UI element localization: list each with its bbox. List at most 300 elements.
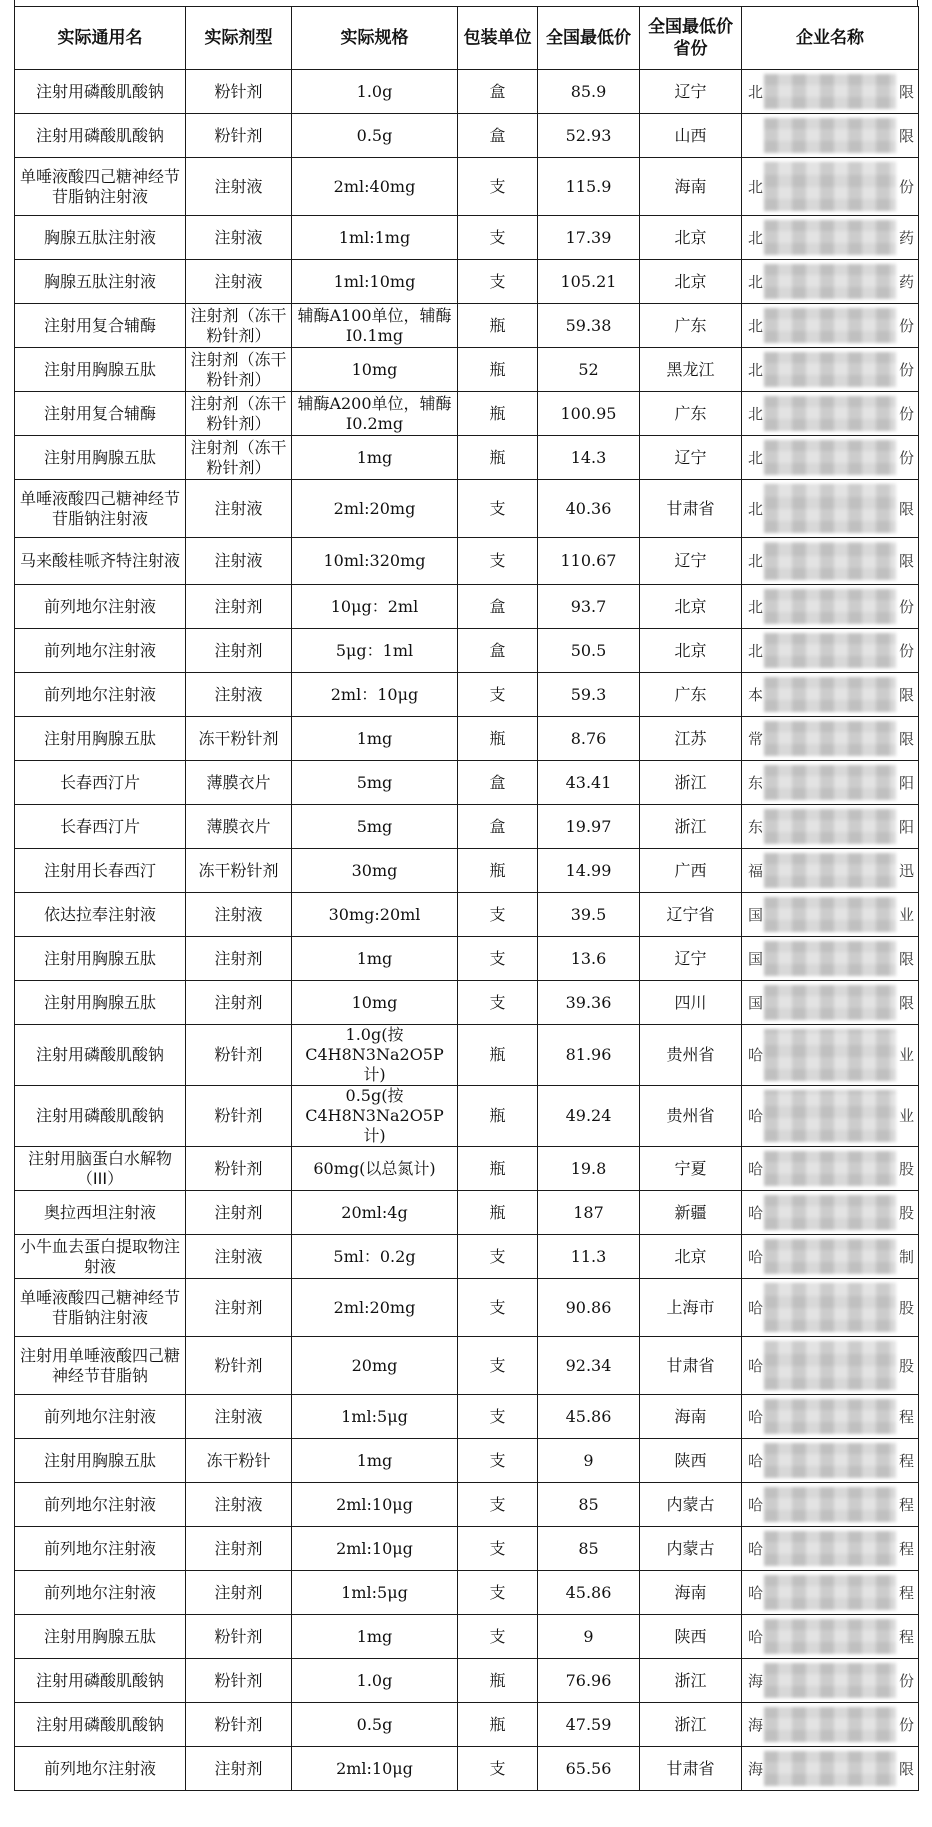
mosaic-redaction: [764, 1707, 896, 1742]
cell-name: 前列地尔注射液: [15, 1483, 186, 1527]
cell-name: 注射用磷酸肌酸钠: [15, 70, 186, 114]
table-row: [15, 114, 919, 158]
cell-form: 注射剂（冻干粉针剂）: [186, 436, 292, 480]
cell-company: [742, 480, 919, 538]
company-last-char: 药: [898, 272, 914, 291]
cell-spec: 5mg: [292, 805, 458, 849]
cell-form: 注射剂: [186, 629, 292, 673]
mosaic-redaction: [764, 1575, 896, 1610]
cell-company: [742, 1086, 919, 1147]
header-form: 实际剂型: [186, 7, 292, 70]
cell-name: 前列地尔注射液: [15, 1747, 186, 1791]
mosaic-redaction: [764, 1029, 896, 1081]
company-last-char: 股: [898, 1298, 914, 1317]
cell-name: 注射用磷酸肌酸钠: [15, 1025, 186, 1086]
cell-province: 宁夏: [640, 1147, 742, 1191]
cell-form: 注射剂: [186, 1571, 292, 1615]
cell-province: 贵州省: [640, 1086, 742, 1147]
cell-unit: 瓶: [458, 849, 538, 893]
cell-name: 注射用胸腺五肽: [15, 717, 186, 761]
cell-company: [742, 538, 919, 585]
cell-spec: 1.0g: [292, 1659, 458, 1703]
cell-price: 9: [538, 1615, 640, 1659]
cell-unit: 支: [458, 260, 538, 304]
table-row: [15, 216, 919, 260]
cell-company: [742, 585, 919, 629]
cell-province: 北京: [640, 1235, 742, 1279]
cell-price: 9: [538, 1439, 640, 1483]
cell-form: 注射液: [186, 1395, 292, 1439]
company-first-char: 哈: [748, 1203, 764, 1222]
cell-spec: 10μg：2ml: [292, 585, 458, 629]
cell-province: 海南: [640, 1395, 742, 1439]
cell-price: 100.95: [538, 392, 640, 436]
cell-name: 前列地尔注射液: [15, 673, 186, 717]
cell-price: 45.86: [538, 1571, 640, 1615]
table-row: [15, 348, 919, 392]
mosaic-redaction: [764, 308, 896, 343]
cell-province: 广西: [640, 849, 742, 893]
mosaic-redaction: [764, 118, 896, 153]
cell-form: 粉针剂: [186, 1659, 292, 1703]
cell-province: 辽宁省: [640, 893, 742, 937]
company-last-char: 股: [898, 1159, 914, 1178]
mosaic-redaction: [764, 1531, 896, 1566]
mosaic-redaction: [764, 1619, 896, 1654]
cell-form: 注射剂: [186, 981, 292, 1025]
cell-spec: 1mg: [292, 1439, 458, 1483]
cell-unit: 支: [458, 1571, 538, 1615]
company-last-char: 限: [898, 126, 914, 145]
cell-province: 四川: [640, 981, 742, 1025]
company-first-char: 北: [748, 82, 764, 101]
cell-price: 65.56: [538, 1747, 640, 1791]
cell-form: 注射液: [186, 1235, 292, 1279]
company-last-char: 限: [898, 993, 914, 1012]
cell-price: 93.7: [538, 585, 640, 629]
cell-unit: 支: [458, 937, 538, 981]
table-row: [15, 1279, 919, 1337]
table-row: [15, 761, 919, 805]
cell-unit: 盒: [458, 114, 538, 158]
mosaic-redaction: [764, 1663, 896, 1698]
company-last-char: 限: [898, 552, 914, 570]
cell-spec: 10mg: [292, 348, 458, 392]
cell-form: 冻干粉针剂: [186, 717, 292, 761]
cell-form: 注射液: [186, 158, 292, 216]
company-first-char: 哈: [748, 1046, 764, 1064]
cell-spec: 5μg：1ml: [292, 629, 458, 673]
company-first-char: 北: [748, 641, 764, 660]
table-row: [15, 260, 919, 304]
company-last-char: 份: [898, 448, 914, 467]
cell-company: [742, 1571, 919, 1615]
cell-spec: 2ml:10μg: [292, 1747, 458, 1791]
cell-name: 注射用胸腺五肽: [15, 436, 186, 480]
company-last-char: 程: [898, 1451, 914, 1470]
cell-name: 注射用长春西汀: [15, 849, 186, 893]
header-price: 全国最低价: [538, 7, 640, 70]
cell-company: [742, 1395, 919, 1439]
mosaic-redaction: [764, 721, 896, 756]
table-row: [15, 1659, 919, 1703]
cell-company: [742, 761, 919, 805]
cell-name: 前列地尔注射液: [15, 1527, 186, 1571]
mosaic-redaction: [764, 765, 896, 800]
table-row: [15, 805, 919, 849]
table-row: [15, 480, 919, 538]
cell-form: 注射液: [186, 216, 292, 260]
cell-price: 43.41: [538, 761, 640, 805]
company-last-char: 份: [898, 1671, 914, 1690]
company-first-char: 哈: [748, 1583, 764, 1602]
table-row: [15, 1025, 919, 1086]
cell-company: [742, 1439, 919, 1483]
cell-unit: 盒: [458, 805, 538, 849]
cell-spec: 1ml:5μg: [292, 1571, 458, 1615]
mosaic-redaction: [764, 484, 896, 533]
table-row: [15, 893, 919, 937]
cell-company: [742, 1615, 919, 1659]
cell-unit: 支: [458, 1747, 538, 1791]
cell-province: 广东: [640, 304, 742, 348]
cell-price: 19.8: [538, 1147, 640, 1191]
cell-company: [742, 1337, 919, 1395]
cell-name: 前列地尔注射液: [15, 1395, 186, 1439]
cell-form: 粉针剂: [186, 1086, 292, 1147]
cell-price: 17.39: [538, 216, 640, 260]
cell-price: 39.36: [538, 981, 640, 1025]
cell-unit: 支: [458, 981, 538, 1025]
cell-spec: 辅酶A100单位，辅酶Ⅰ0.1mg: [292, 304, 458, 348]
table-row: [15, 1337, 919, 1395]
cell-name: 依达拉奉注射液: [15, 893, 186, 937]
cell-company: [742, 158, 919, 216]
cell-form: 粉针剂: [186, 1025, 292, 1086]
cell-spec: 10mg: [292, 981, 458, 1025]
cell-province: 内蒙古: [640, 1483, 742, 1527]
cell-price: 47.59: [538, 1703, 640, 1747]
cell-company: [742, 673, 919, 717]
cell-spec: 30mg: [292, 849, 458, 893]
cell-unit: 瓶: [458, 1659, 538, 1703]
company-last-char: 业: [898, 1107, 914, 1125]
cell-province: 辽宁: [640, 538, 742, 585]
cell-form: 冻干粉针剂: [186, 849, 292, 893]
cell-form: 注射剂（冻干粉针剂）: [186, 392, 292, 436]
cell-name: 单唾液酸四己糖神经节苷脂钠注射液: [15, 480, 186, 538]
cell-company: [742, 114, 919, 158]
cell-spec: 1mg: [292, 1615, 458, 1659]
cell-form: 注射剂: [186, 1191, 292, 1235]
cell-spec: 10ml:320mg: [292, 538, 458, 585]
cell-unit: 瓶: [458, 1191, 538, 1235]
company-first-char: 国: [748, 949, 764, 968]
cell-name: 前列地尔注射液: [15, 585, 186, 629]
cell-unit: 盒: [458, 70, 538, 114]
cell-province: 新疆: [640, 1191, 742, 1235]
cell-spec: 0.5g: [292, 114, 458, 158]
company-first-char: 哈: [748, 1247, 764, 1266]
company-first-char: 福: [748, 861, 764, 880]
cell-form: 注射剂: [186, 585, 292, 629]
cell-unit: 支: [458, 1615, 538, 1659]
header-company: 企业名称: [742, 7, 919, 70]
company-first-char: 北: [748, 404, 764, 423]
cell-price: 76.96: [538, 1659, 640, 1703]
cell-province: 甘肃省: [640, 480, 742, 538]
table-row: [15, 1571, 919, 1615]
cell-unit: 支: [458, 158, 538, 216]
cell-spec: 1.0g(按C4H8N3Na2O5P计): [292, 1025, 458, 1086]
cell-unit: 支: [458, 216, 538, 260]
cell-unit: 支: [458, 1395, 538, 1439]
mosaic-redaction: [764, 220, 896, 255]
table-row: [15, 1439, 919, 1483]
cell-province: 内蒙古: [640, 1527, 742, 1571]
cell-company: [742, 260, 919, 304]
cell-spec: 2ml:10μg: [292, 1527, 458, 1571]
cell-price: 14.99: [538, 849, 640, 893]
cell-unit: 支: [458, 1337, 538, 1395]
mosaic-redaction: [764, 396, 896, 431]
mosaic-redaction: [764, 440, 896, 475]
company-first-char: 北: [748, 552, 764, 570]
mosaic-redaction: [764, 633, 896, 668]
cell-form: 注射液: [186, 480, 292, 538]
mosaic-redaction: [764, 1341, 896, 1390]
cell-company: [742, 304, 919, 348]
cell-province: 陕西: [640, 1439, 742, 1483]
cell-name: 注射用磷酸肌酸钠: [15, 1086, 186, 1147]
cell-company: [742, 1483, 919, 1527]
cell-unit: 支: [458, 1527, 538, 1571]
company-last-char: 限: [898, 1759, 914, 1778]
cell-spec: 1mg: [292, 436, 458, 480]
cell-form: 粉针剂: [186, 1615, 292, 1659]
cell-form: 注射液: [186, 673, 292, 717]
table-row: [15, 717, 919, 761]
cell-province: 海南: [640, 1571, 742, 1615]
mosaic-redaction: [764, 162, 896, 211]
company-last-char: 迅: [898, 861, 914, 880]
company-last-char: 份: [898, 641, 914, 660]
cell-company: [742, 70, 919, 114]
cell-province: 广东: [640, 392, 742, 436]
company-last-char: 程: [898, 1627, 914, 1646]
cell-province: 贵州省: [640, 1025, 742, 1086]
mosaic-redaction: [764, 1239, 896, 1274]
cell-price: 49.24: [538, 1086, 640, 1147]
company-last-char: 份: [898, 316, 914, 335]
cell-company: [742, 849, 919, 893]
cell-price: 90.86: [538, 1279, 640, 1337]
cell-spec: 1mg: [292, 937, 458, 981]
cell-province: 北京: [640, 629, 742, 673]
company-last-char: 份: [898, 360, 914, 379]
company-last-char: 药: [898, 228, 914, 247]
company-last-char: 程: [898, 1539, 914, 1558]
company-first-char: 北: [748, 177, 764, 196]
cell-company: [742, 1235, 919, 1279]
company-first-char: 北: [748, 228, 764, 247]
table-row: [15, 436, 919, 480]
company-first-char: 本: [748, 685, 764, 704]
table-row: [15, 1235, 919, 1279]
cell-unit: 瓶: [458, 304, 538, 348]
company-last-char: 限: [898, 729, 914, 748]
mosaic-redaction: [764, 1487, 896, 1522]
table-row: [15, 538, 919, 585]
cell-unit: 瓶: [458, 717, 538, 761]
company-last-char: 限: [898, 82, 914, 101]
header-row: [15, 7, 919, 70]
cell-form: 注射剂（冻干粉针剂）: [186, 304, 292, 348]
company-first-char: 北: [748, 448, 764, 467]
cell-unit: 盒: [458, 585, 538, 629]
cell-province: 辽宁: [640, 436, 742, 480]
cell-form: 粉针剂: [186, 1703, 292, 1747]
cell-price: 81.96: [538, 1025, 640, 1086]
cell-spec: 30mg:20ml: [292, 893, 458, 937]
cell-company: [742, 1527, 919, 1571]
cell-name: 注射用单唾液酸四己糖神经节苷脂钠: [15, 1337, 186, 1395]
table-row: [15, 392, 919, 436]
table-row: [15, 1615, 919, 1659]
cell-unit: 盒: [458, 629, 538, 673]
table-row: [15, 1147, 919, 1191]
cell-spec: 20mg: [292, 1337, 458, 1395]
table-row: [15, 1747, 919, 1791]
cell-spec: 5ml：0.2g: [292, 1235, 458, 1279]
cell-company: [742, 1147, 919, 1191]
cell-name: 注射用复合辅酶: [15, 304, 186, 348]
table-row: [15, 70, 919, 114]
mosaic-redaction: [764, 1443, 896, 1478]
table-row: [15, 304, 919, 348]
cell-spec: 1ml:10mg: [292, 260, 458, 304]
cell-company: [742, 717, 919, 761]
company-last-char: 阳: [898, 773, 914, 792]
cell-province: 辽宁: [640, 70, 742, 114]
cell-form: 粉针剂: [186, 70, 292, 114]
cell-spec: 1ml:5μg: [292, 1395, 458, 1439]
header-spec: 实际规格: [292, 7, 458, 70]
cell-name: 注射用胸腺五肽: [15, 1615, 186, 1659]
company-first-char: 哈: [748, 1451, 764, 1470]
cell-spec: 2ml:40mg: [292, 158, 458, 216]
cell-name: 长春西汀片: [15, 761, 186, 805]
cell-form: 注射剂（冻干粉针剂）: [186, 348, 292, 392]
cell-company: [742, 629, 919, 673]
cell-spec: 60mg(以总氮计): [292, 1147, 458, 1191]
company-first-char: 哈: [748, 1495, 764, 1514]
company-last-char: 限: [898, 499, 914, 518]
header-unit: 包装单位: [458, 7, 538, 70]
cell-price: 110.67: [538, 538, 640, 585]
cell-company: [742, 981, 919, 1025]
company-last-char: 阳: [898, 817, 914, 836]
cell-province: 浙江: [640, 805, 742, 849]
cell-name: 前列地尔注射液: [15, 629, 186, 673]
mosaic-redaction: [764, 941, 896, 976]
cell-spec: 1.0g: [292, 70, 458, 114]
company-first-char: 哈: [748, 1107, 764, 1125]
cell-unit: 瓶: [458, 392, 538, 436]
company-last-char: 股: [898, 1356, 914, 1375]
table-row: [15, 1527, 919, 1571]
cell-province: 海南: [640, 158, 742, 216]
cell-unit: 瓶: [458, 1025, 538, 1086]
company-first-char: 东: [748, 773, 764, 792]
mosaic-redaction: [764, 1151, 896, 1186]
table-row: [15, 673, 919, 717]
mosaic-redaction: [764, 74, 896, 109]
cell-name: 单唾液酸四己糖神经节苷脂钠注射液: [15, 158, 186, 216]
company-first-char: 海: [748, 1759, 764, 1778]
company-last-char: 业: [898, 905, 914, 924]
company-first-char: 哈: [748, 1298, 764, 1317]
company-last-char: 程: [898, 1407, 914, 1426]
cell-price: 11.3: [538, 1235, 640, 1279]
cell-name: 奥拉西坦注射液: [15, 1191, 186, 1235]
cell-spec: 辅酶A200单位，辅酶Ⅰ0.2mg: [292, 392, 458, 436]
table-row: [15, 1703, 919, 1747]
cell-spec: 2ml:20mg: [292, 1279, 458, 1337]
cell-spec: 2ml:20mg: [292, 480, 458, 538]
cell-price: 115.9: [538, 158, 640, 216]
company-first-char: 国: [748, 993, 764, 1012]
cell-company: [742, 805, 919, 849]
cell-province: 江苏: [640, 717, 742, 761]
cell-spec: 0.5g(按C4H8N3Na2O5P计): [292, 1086, 458, 1147]
cell-unit: 支: [458, 673, 538, 717]
cell-name: 长春西汀片: [15, 805, 186, 849]
drug-price-table: [14, 6, 919, 1791]
mosaic-redaction: [764, 1090, 896, 1142]
cell-province: 北京: [640, 260, 742, 304]
cell-price: 45.86: [538, 1395, 640, 1439]
company-first-char: 哈: [748, 1159, 764, 1178]
cell-province: 浙江: [640, 1703, 742, 1747]
cell-form: 薄膜衣片: [186, 805, 292, 849]
cell-price: 52: [538, 348, 640, 392]
cell-company: [742, 348, 919, 392]
cell-company: [742, 893, 919, 937]
company-first-char: 海: [748, 1671, 764, 1690]
company-last-char: 制: [898, 1247, 914, 1266]
cell-price: 187: [538, 1191, 640, 1235]
company-first-char: 北: [748, 597, 764, 616]
company-first-char: 北: [748, 499, 764, 518]
mosaic-redaction: [764, 1283, 896, 1332]
cell-province: 山西: [640, 114, 742, 158]
cell-company: [742, 216, 919, 260]
mosaic-redaction: [764, 542, 896, 580]
company-last-char: 份: [898, 1715, 914, 1734]
cell-unit: 支: [458, 1235, 538, 1279]
mosaic-redaction: [764, 1399, 896, 1434]
mosaic-redaction: [764, 352, 896, 387]
mosaic-redaction: [764, 853, 896, 888]
cell-province: 陕西: [640, 1615, 742, 1659]
cell-price: 50.5: [538, 629, 640, 673]
table-row: [15, 1395, 919, 1439]
company-last-char: 限: [898, 685, 914, 704]
cell-name: 注射用磷酸肌酸钠: [15, 114, 186, 158]
company-first-char: 常: [748, 729, 764, 748]
company-last-char: 限: [898, 949, 914, 968]
